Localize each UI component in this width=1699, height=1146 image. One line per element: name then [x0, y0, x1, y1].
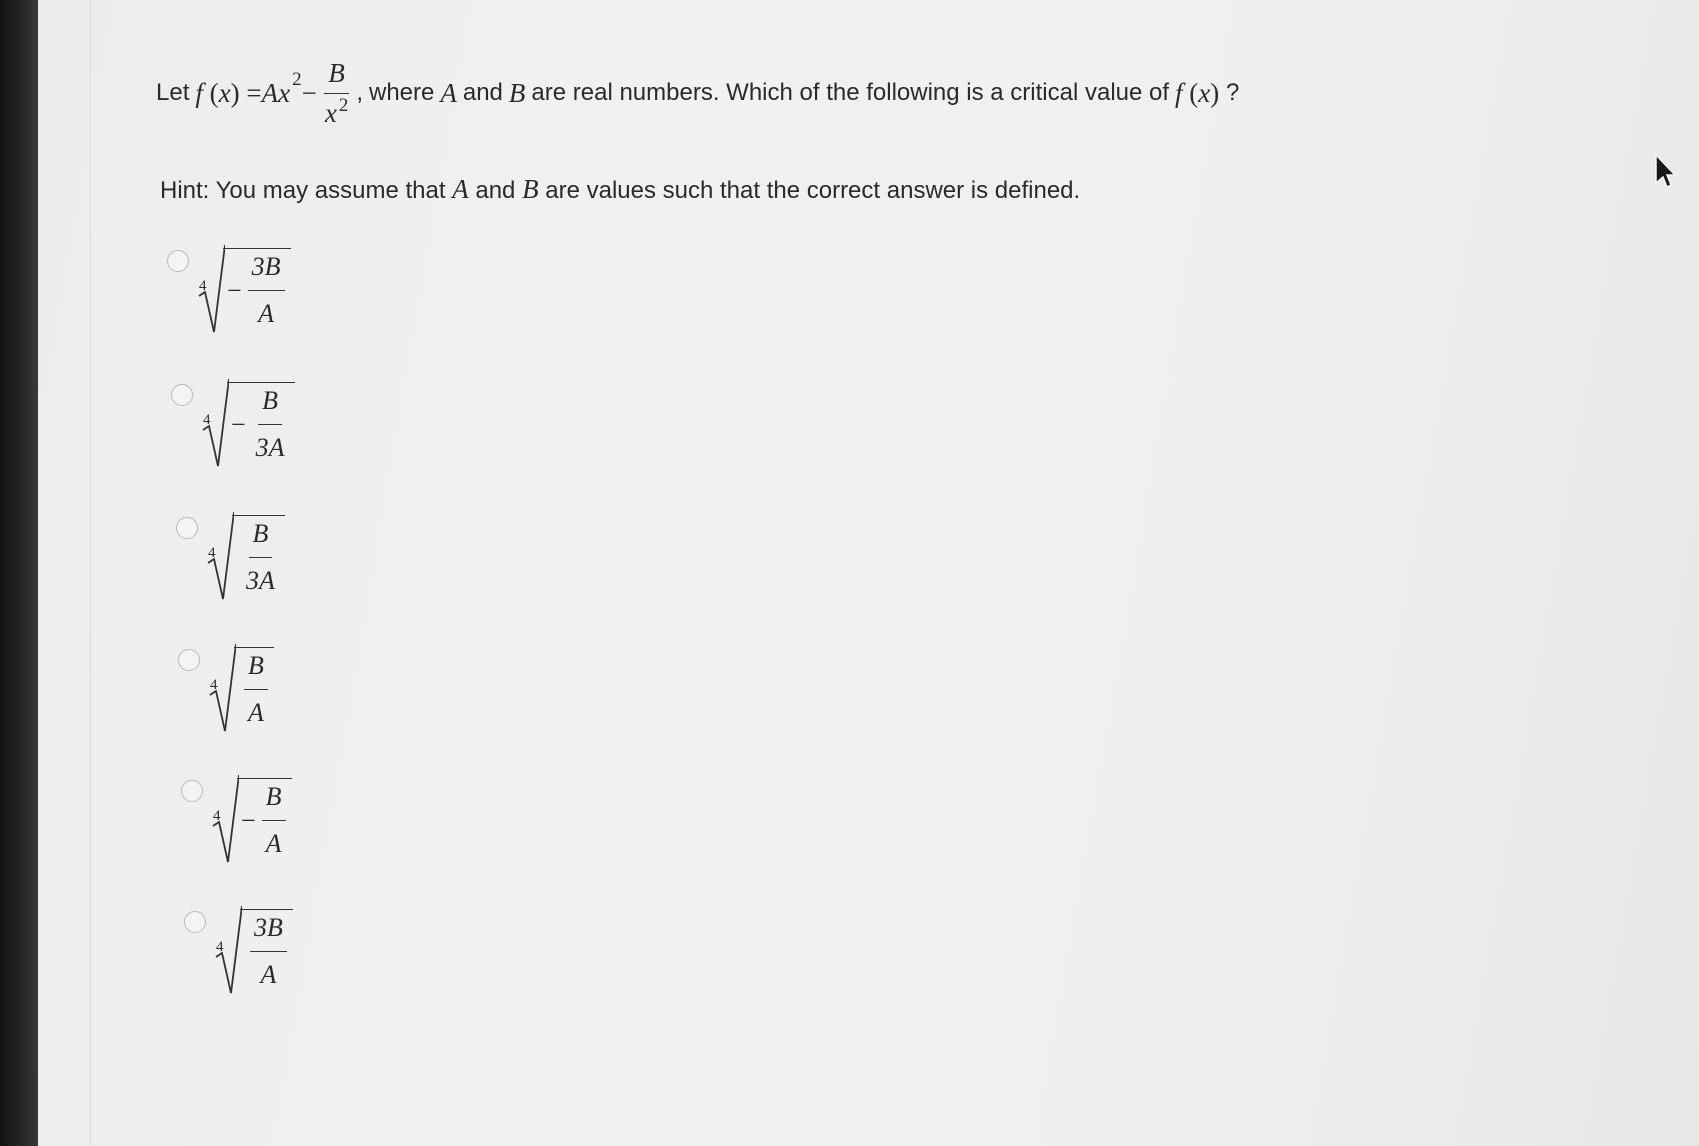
fourth-root-expression-5 — [211, 774, 292, 864]
answer-option-6[interactable] — [184, 909, 293, 995]
option-fraction-5 — [262, 784, 286, 857]
radicand-4 — [234, 647, 274, 729]
option-denominator-1: A — [258, 299, 275, 328]
panel-divider — [90, 0, 91, 1146]
option-fraction-2 — [252, 388, 289, 461]
answer-option-5[interactable] — [181, 778, 292, 864]
radio-button-option-4[interactable] — [178, 649, 200, 671]
fraction-denominator — [321, 94, 352, 127]
mouse-pointer-icon — [1653, 153, 1679, 189]
function-name: f — [195, 77, 203, 108]
radio-button-option-6[interactable] — [184, 911, 206, 933]
variable-x: x — [278, 77, 291, 108]
coefficient-a: A — [261, 77, 279, 108]
option-numerator-2: B — [258, 388, 282, 425]
option-fraction-3 — [242, 521, 279, 594]
question-and: and — [462, 79, 503, 106]
fourth-root-expression-1 — [197, 244, 291, 334]
fourth-root-expression-4 — [208, 643, 274, 733]
fraction-denominator-exponent: 2 — [338, 94, 349, 116]
function-variable: x — [218, 77, 231, 108]
answer-option-2[interactable] — [171, 382, 295, 468]
option-numerator-3: B — [249, 521, 273, 558]
root-index-3: 4 — [208, 545, 216, 561]
fraction-denominator-variable: x — [324, 97, 337, 128]
answer-option-3[interactable] — [176, 515, 285, 601]
option-numerator-6: 3B — [250, 915, 287, 952]
option-denominator-3: 3A — [246, 566, 275, 595]
negative-sign-5: − — [241, 805, 256, 835]
root-index-6: 4 — [216, 939, 224, 955]
answer-option-1[interactable] — [167, 248, 291, 334]
answer-option-4[interactable] — [178, 647, 274, 733]
function-name-repeat: f — [1175, 77, 1183, 108]
hint-variable-a: A — [452, 174, 469, 204]
fourth-root-expression-3 — [206, 511, 285, 601]
option-denominator-5: A — [265, 829, 282, 858]
minus-sign: − — [301, 77, 317, 108]
hint-variable-b: B — [522, 174, 539, 204]
option-denominator-2: 3A — [255, 433, 285, 462]
fraction-b-over-x2 — [321, 57, 352, 128]
root-index-2: 4 — [203, 412, 211, 428]
radio-button-option-5[interactable] — [181, 780, 203, 802]
option-denominator-6: A — [260, 960, 277, 989]
exponent: 2 — [292, 69, 302, 90]
question-mark: ? — [1226, 79, 1240, 106]
comma: , — [356, 79, 363, 106]
function-variable-repeat: x — [1198, 77, 1211, 108]
root-index-1: 4 — [199, 278, 207, 294]
screen-bezel — [0, 0, 38, 1146]
variable-b: B — [508, 77, 526, 108]
radio-button-option-3[interactable] — [176, 517, 198, 539]
fraction-numerator: B — [324, 60, 349, 94]
option-fraction-1 — [248, 254, 285, 327]
radicand-2 — [227, 382, 295, 464]
hint-and: and — [475, 177, 516, 204]
question-where: where — [368, 79, 435, 106]
question-text: Let f ( x ) = A x 2 − $\frac{B}{x ^2}$ , where A and B are real numbers. Which of the following is a critical value of f ( x ) ? — [156, 57, 1240, 128]
radicand-5 — [237, 778, 292, 860]
root-index-5: 4 — [213, 808, 221, 824]
radicand-1 — [223, 248, 291, 330]
option-fraction-4 — [244, 653, 268, 726]
radio-button-option-2[interactable] — [171, 384, 193, 406]
radicand-6 — [240, 909, 293, 991]
option-numerator-1: 3B — [248, 254, 285, 291]
hint-rest: are values such that the correct answer is defined. — [545, 177, 1081, 204]
negative-sign-1: − — [227, 275, 242, 305]
radio-button-option-1[interactable] — [167, 250, 189, 272]
question-rest: are real numbers. Which of the following is a critical value of — [531, 79, 1170, 106]
option-numerator-4: B — [244, 653, 268, 690]
option-denominator-4: A — [248, 698, 264, 727]
question-let: Let — [156, 79, 190, 106]
fourth-root-expression-2 — [201, 378, 295, 468]
root-index-4: 4 — [210, 677, 218, 693]
hint-lead: Hint: You may assume that — [160, 177, 446, 204]
hint-text — [160, 174, 1080, 205]
equals-sign: = — [246, 77, 262, 108]
radicand-3 — [232, 515, 285, 597]
option-numerator-5: B — [262, 784, 286, 821]
variable-a: A — [440, 77, 457, 108]
fourth-root-expression-6 — [214, 905, 293, 995]
option-fraction-6 — [250, 915, 287, 988]
negative-sign-2: − — [231, 409, 246, 439]
